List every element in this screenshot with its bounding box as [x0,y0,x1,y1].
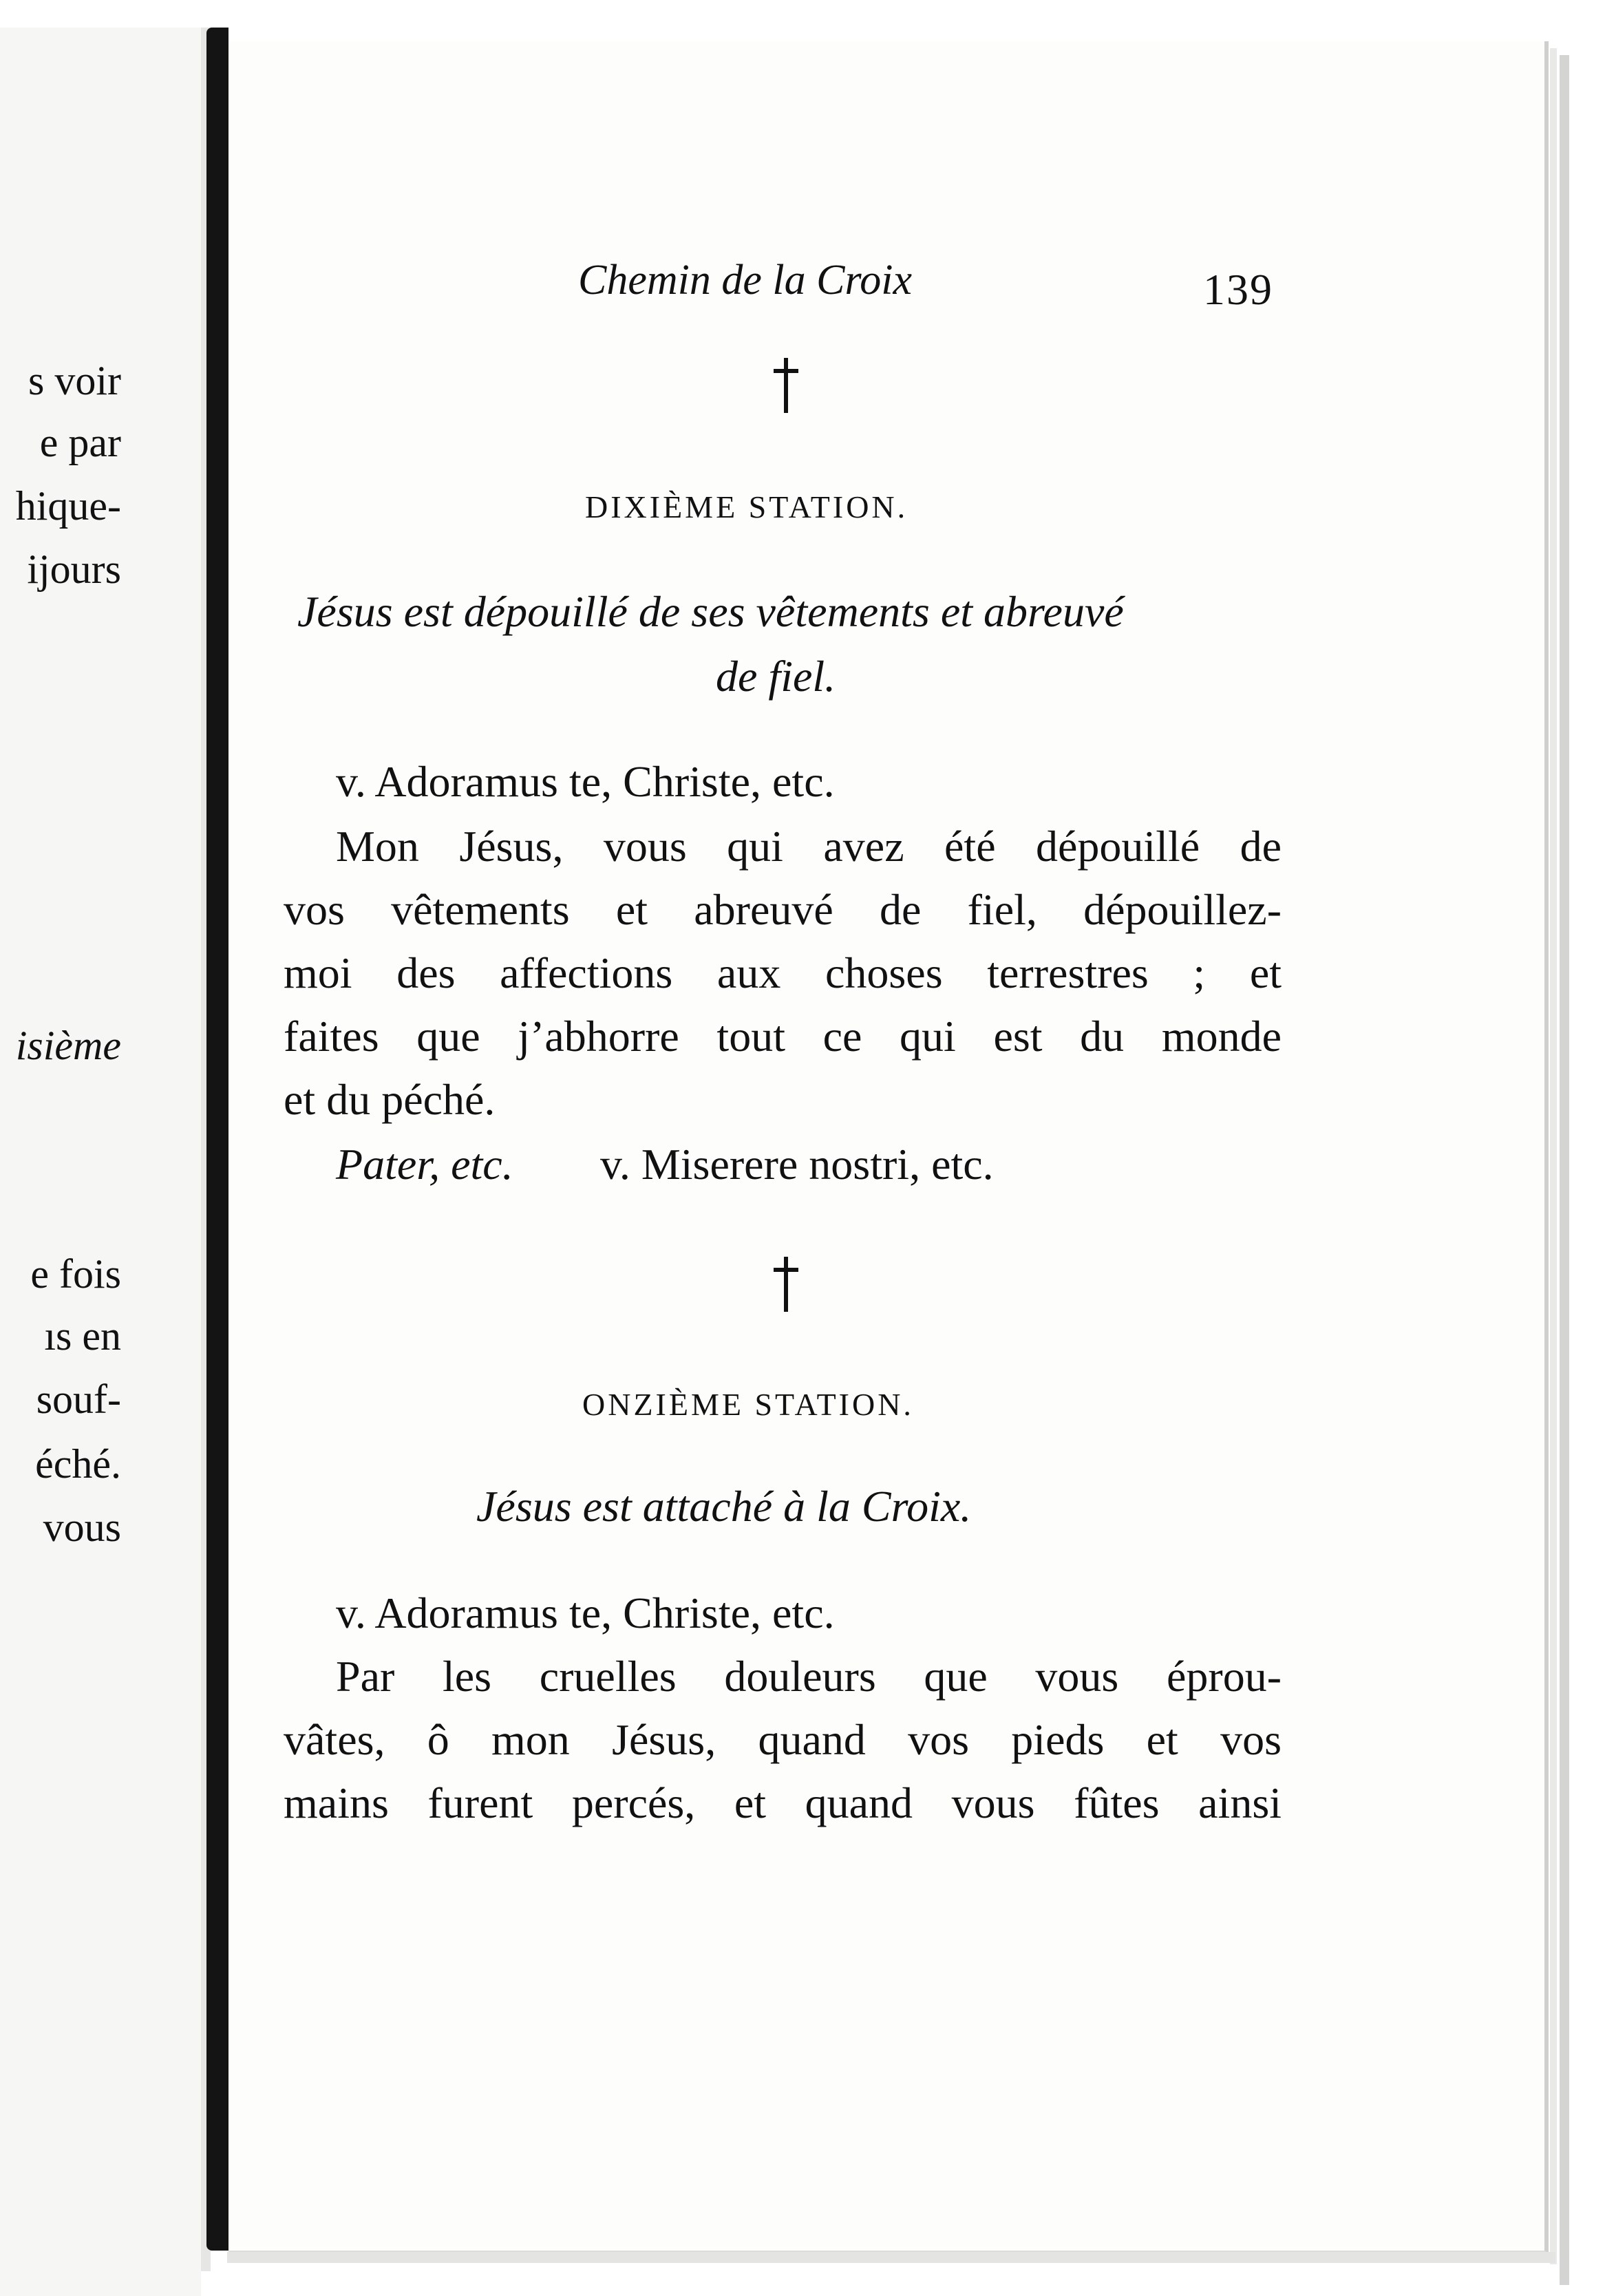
left-fragment: ıs en [44,1313,121,1359]
cross-icon [772,358,800,413]
prayer-line: moi des affections aux choses terrestres ; et [284,948,1282,997]
left-fragment: e fois [30,1251,121,1297]
prayer-line: et du péché. [284,1075,496,1124]
left-fragment: isième [15,1023,121,1068]
prayer-line: vos vêtements et abreuvé de fiel, dépouillez- [284,885,1282,934]
book-spine [206,28,228,2251]
left-fragment: vous [43,1505,121,1550]
station-title: Jésus est dépouillé de ses vêtements et abreuvé [297,587,1124,636]
prayer-line: mains furent percés, et quand vous fûtes ainsi [284,1778,1282,1827]
page-bottom-shadow [227,2252,1555,2263]
left-fragment: éché. [35,1441,121,1487]
station-title-continued: de fiel. [716,652,836,701]
station-title: Jésus est attaché à la Croix. [476,1482,972,1531]
left-fragment: hique- [15,483,121,529]
page-edge [1550,48,1557,2264]
prayer-line: faites que j’abhorre tout ce qui est du monde [284,1012,1282,1061]
closing-pater: Pater, etc. [336,1140,513,1189]
left-fragment: s voir [28,358,121,403]
versicle: v. Adoramus te, Christe, etc. [336,1588,835,1637]
page-number: 139 [1203,265,1273,314]
left-fragment: e par [39,420,121,465]
station-heading: ONZIÈME STATION. [582,1387,914,1422]
left-fragment: souf- [36,1376,121,1422]
closing-miserere: v. Miserere nostri, etc. [600,1140,994,1189]
page-edge [1560,55,1569,2285]
left-fragment: ijours [27,546,121,592]
prayer-line: Mon Jésus, vous qui avez été dépouillé de [336,822,1282,871]
versicle: v. Adoramus te, Christe, etc. [336,757,835,806]
running-head: Chemin de la Croix [578,257,913,304]
prayer-line: Par les cruelles douleurs que vous éprou- [336,1652,1282,1701]
cross-icon [772,1257,800,1312]
prayer-line: vâtes, ô mon Jésus, quand vos pieds et vos [284,1715,1282,1764]
station-heading: DIXIÈME STATION. [585,489,908,524]
